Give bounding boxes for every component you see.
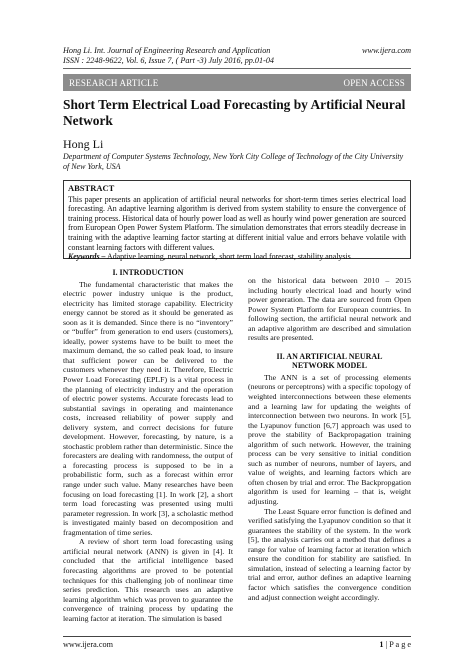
keywords-label: Keywords – xyxy=(68,252,106,262)
abstract-text: This paper presents an application of artificial neural networks for short-term times series electrical load forecasting. An adaptive learning algorithm is derived from system stability to ensure the convergence of training process. Historical data of hourly power load as well as hourly wind power generation are sourced from European Open Power System Platform. The simulation demonstrates that errors steadily decrease in training with the adaptive learning factor starting at different initial value and errors behave volatile with constant learning factors with different values. xyxy=(68,194,406,252)
page-footer xyxy=(63,640,411,649)
author-name: Hong Li xyxy=(63,137,104,151)
header-divider xyxy=(63,68,411,69)
page-label: | P a g e xyxy=(385,640,411,649)
page-number-value: 1 xyxy=(379,640,384,649)
journal-citation: Hong Li. Int. Journal of Engineering Research and Application xyxy=(63,46,271,55)
footer-website[interactable]: www.ijera.com xyxy=(63,640,113,649)
body-paragraph: The fundamental characteristic that makes the electric power industry unique is the product, electricity has limited storage capability. Electricity energy cannot be stored as it should be generated as soon as it is demanded. Since there is no “inventory” or “buffer” from generation to end users (customers), ideally, power systems have to be built to meet the maximum demand, the so called peak load, to insure that sufficient power can be delivered to the customers whenever they need it. Therefore, Electric Power Load Forecasting (EPLF) is a vital process in the planning of electricity industry and the operation of electric power systems. Accurate forecasts lead to substantial savings in operating and maintenance costs, increased reliability of power supply and delivery system, and correct decisions for future development. However, forecasting, by nature, is a stochastic problem rather than deterministic. Since the forecasters are dealing with randomness, the output of a forecasting process is supposed to be in a probabilistic form, such as a forecast within error range under such value. Many researches have been focusing on load forecasting [1]. In work [2], a short term load forecasting was presented using multi parameter regression. In work [3], a scholastic method is investigated mainly based on decomposition and fragmentation of time series. xyxy=(63,279,233,537)
keywords-line xyxy=(68,252,406,262)
research-article-label: RESEARCH ARTICLE xyxy=(69,77,159,88)
abstract-box xyxy=(63,180,411,262)
page-number xyxy=(379,640,411,649)
body-paragraph: The ANN is a set of processing elements (neurons or perceptrons) with a specific topology of weighted interconnections between these elements and a learning law for updating the weights of interconnection between two neurons. In work [5], the Lyapunov function [6,7] approach was used to prove the stability of Backpropagation training algorithm of such network. However, the training process can be very sensitive to initial condition such as number of neurons, number of layers, and value of weights, and learning factors which are often chosen by trial and error. The Backpropgation algorithm is used for learning – that is, weight adjusting. xyxy=(248,372,411,507)
paper-title: Short Term Electrical Load Forecasting by Artificial Neural Network xyxy=(63,97,406,128)
body-paragraph: A review of short term load forecasting using artificial neural network (ANN) is given in [4]. It concluded that the artificial intelligence based forecasting algorithms are proved to be potential techniques for this challenging job of nonlinear time series prediction. This research uses an adaptive learning algorithm which was proven to guarantee the convergence of training process by updating the learning factor at iteration. The simulation is based xyxy=(63,537,233,623)
author-affiliation: Department of Computer Systems Technology, New York City College of Technology of the City University of New York, USA xyxy=(63,152,404,171)
abstract-heading: ABSTRACT xyxy=(68,183,115,193)
article-type-banner xyxy=(63,74,411,91)
left-column xyxy=(63,268,233,623)
header-website[interactable]: www.ijera.com xyxy=(362,46,411,55)
open-access-label: OPEN ACCESS xyxy=(343,77,405,88)
section-heading-ann-line2: NETWORK MODEL xyxy=(292,361,367,371)
body-paragraph: on the historical data between 2010 – 2015 including hourly electrical load and hourly wind power generation. The data are sourced from Open Power System Platform for European countries. In following section, the artificial neural network and an adaptive algorithm are described and simulation results are presented. xyxy=(248,276,411,343)
section-heading-introduction: I. INTRODUCTION xyxy=(112,268,184,277)
running-header xyxy=(63,46,411,66)
keywords-list: Adaptive learning, neural network, short term load forecast, stability analysis xyxy=(105,252,351,262)
issn-line: ISSN : 2248-9622, Vol. 6, Issue 7, ( Part -3) July 2016, pp.01-04 xyxy=(63,56,275,65)
footer-divider xyxy=(63,636,411,637)
right-column xyxy=(248,276,411,602)
section-heading-ann-line1: II. AN ARTIFICIAL NEURAL xyxy=(276,351,383,361)
body-paragraph: The Least Square error function is defined and verified satisfying the Lyapunov condition so that it guarantees the stability of the system. In the work [5], the analysis carries out a method that defines a range for value of learning factor at iteration which ensure the condition for stability are satisfied. In simulation, instead of selecting a learning factor by trial and error, author defines an adaptive learning factor which satisfies the convergence condition and adjust connection weight accordingly. xyxy=(248,506,411,602)
